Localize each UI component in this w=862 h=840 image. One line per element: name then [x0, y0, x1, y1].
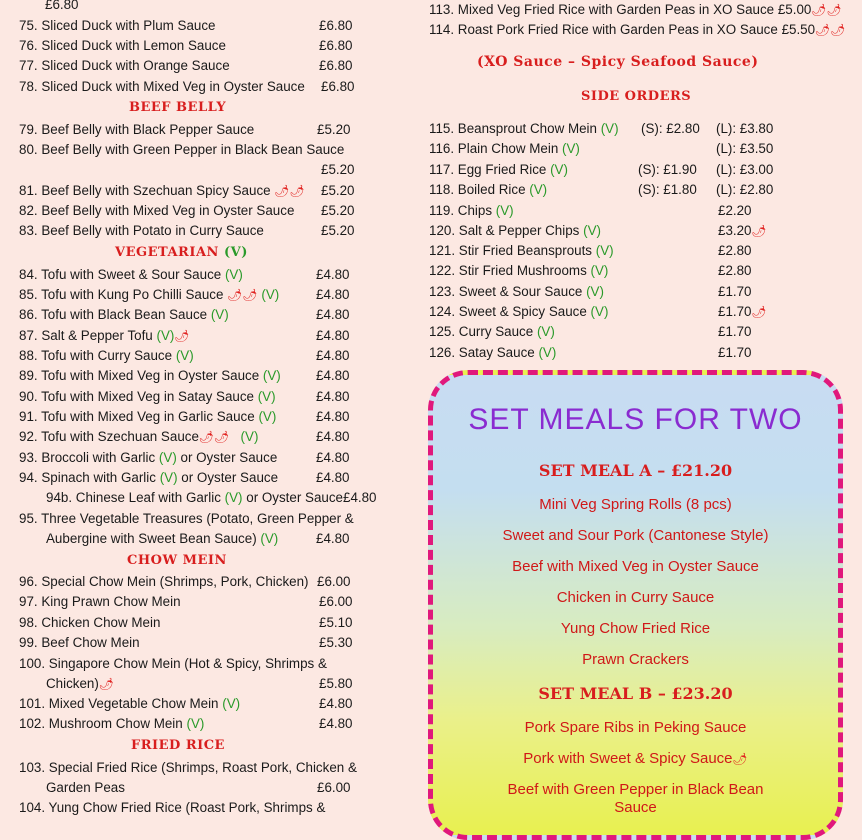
- price-123: £1.70: [718, 284, 752, 299]
- menu-item-89: 89. Tofu with Mixed Veg in Oyster Sauce (V): [19, 368, 281, 383]
- price-125: £1.70: [718, 324, 752, 339]
- price-117-l: (L): £3.00: [716, 162, 774, 177]
- menu-item-102: 102. Mushroom Chow Mein (V): [19, 716, 205, 731]
- chili-icon: 🌶: [751, 305, 767, 319]
- menu-item-103: 103. Special Fried Rice (Shrimps, Roast Pork, Chicken &: [19, 760, 357, 775]
- menu-item-94b: 94b. Chinese Leaf with Garlic (V) or Oyster Sauce£4.80: [46, 490, 377, 505]
- price-101: £4.80: [319, 696, 353, 711]
- price-77: £6.80: [319, 58, 353, 73]
- menu-item-115: 115. Beansprout Chow Mein (V): [429, 121, 619, 136]
- price-124: £1.70🌶: [718, 304, 767, 319]
- set-meal-b-heading: SET MEAL B – £23.20: [538, 684, 733, 703]
- price-87: £4.80: [316, 328, 350, 343]
- set-meals-box: [428, 370, 843, 840]
- price-86: £4.80: [316, 307, 350, 322]
- chili-icon: 🌶: [811, 3, 827, 17]
- chili-icon: 🌶: [830, 23, 846, 37]
- menu-item-97: 97. King Prawn Chow Mein: [19, 594, 181, 609]
- menu-item-80: 80. Beef Belly with Green Pepper in Black Bean Sauce: [19, 142, 345, 157]
- price-88: £4.80: [316, 348, 350, 363]
- menu-item-95: 95. Three Vegetable Treasures (Potato, Green Pepper &: [19, 511, 354, 526]
- price-115-l: (L): £3.80: [716, 121, 774, 136]
- menu-item-85: 85. Tofu with Kung Po Chilli Sauce 🌶🌶 (V): [19, 287, 280, 302]
- chili-icon: 🌶: [732, 752, 748, 766]
- chili-icon: 🌶: [98, 677, 115, 691]
- price-102: £4.80: [319, 716, 353, 731]
- menu-item-101: 101. Mixed Vegetable Chow Mein (V): [19, 696, 241, 711]
- menu-item-94: 94. Spinach with Garlic (V) or Oyster Sauce: [19, 470, 279, 485]
- price-89: £4.80: [316, 368, 350, 383]
- menu-item-116: 116. Plain Chow Mein (V): [429, 141, 580, 156]
- price-92: £4.80: [316, 429, 350, 444]
- heading-beef-belly: BEEF BELLY: [129, 100, 227, 115]
- heading-side-orders: SIDE ORDERS: [581, 89, 692, 104]
- menu-item-125: 125. Curry Sauce (V): [429, 324, 555, 339]
- price-80: £5.20: [321, 162, 355, 177]
- price-115-s: (S): £2.80: [641, 121, 700, 136]
- price-98: £5.10: [319, 615, 353, 630]
- heading-chow-mein: CHOW MEIN: [127, 553, 227, 568]
- menu-item-114: 114. Roast Pork Fried Rice with Garden Peas in XO Sauce £5.50🌶🌶: [429, 22, 846, 37]
- menu-item-123: 123. Sweet & Sour Sauce (V): [429, 284, 604, 299]
- menu-item-100-cont: Chicken)🌶: [46, 676, 115, 691]
- menu-item-96: 96. Special Chow Mein (Shrimps, Pork, Chicken): [19, 574, 309, 589]
- price-118-l: (L): £2.80: [716, 182, 774, 197]
- price-85: £4.80: [316, 287, 350, 302]
- menu-item-118: 118. Boiled Rice (V): [429, 182, 548, 197]
- chili-icon: 🌶: [198, 430, 215, 444]
- price-94: £4.80: [316, 470, 350, 485]
- menu-item-83: 83. Beef Belly with Potato in Curry Sauce: [19, 223, 264, 238]
- price-81: £5.20: [321, 183, 355, 198]
- chili-icon: 🌶: [815, 23, 831, 37]
- price-78: £6.80: [321, 79, 355, 94]
- set-meal-a-item: Sweet and Sour Pork (Cantonese Style): [502, 527, 769, 544]
- set-meal-a-heading: SET MEAL A – £21.20: [538, 461, 733, 480]
- menu-item-87: 87. Salt & Pepper Tofu (V)🌶: [19, 328, 190, 343]
- chili-icon: 🌶: [242, 288, 258, 302]
- menu-item-86: 86. Tofu with Black Bean Sauce (V): [19, 307, 229, 322]
- set-meal-b-item: Beef with Green Pepper in Black Bean: [507, 781, 764, 798]
- set-meals-title: SET MEALS FOR TWO: [468, 403, 803, 436]
- menu-item-100: 100. Singapore Chow Mein (Hot & Spicy, Shrimps &: [19, 656, 327, 671]
- menu-item-77: 77. Sliced Duck with Orange Sauce: [19, 58, 230, 73]
- menu-item-84: 84. Tofu with Sweet & Sour Sauce (V): [19, 267, 243, 282]
- menu-item-90: 90. Tofu with Mixed Veg in Satay Sauce (V): [19, 389, 276, 404]
- menu-item-98: 98. Chicken Chow Mein: [19, 615, 161, 630]
- price-83: £5.20: [321, 223, 355, 238]
- price-126: £1.70: [718, 345, 752, 360]
- price-103: £6.00: [317, 780, 351, 795]
- set-meal-a-item: Chicken in Curry Sauce: [556, 589, 715, 606]
- heading-fried-rice: FRIED RICE: [131, 738, 225, 753]
- menu-item-117: 117. Egg Fried Rice (V): [429, 162, 568, 177]
- top-price: £6.80: [45, 0, 79, 12]
- set-meal-a-item: Yung Chow Fried Rice: [560, 620, 711, 637]
- price-96: £6.00: [317, 574, 351, 589]
- price-100: £5.80: [319, 676, 353, 691]
- set-meal-b-item: Pork Spare Ribs in Peking Sauce: [524, 719, 747, 736]
- price-116-l: (L): £3.50: [716, 141, 774, 156]
- menu-item-103-cont: Garden Peas: [46, 780, 125, 795]
- menu-item-78: 78. Sliced Duck with Mixed Veg in Oyster Sauce: [19, 79, 305, 94]
- chili-icon: 🌶: [174, 329, 190, 343]
- chili-icon: 🌶: [289, 184, 305, 198]
- xo-note: (XO Sauce – Spicy Seafood Sauce): [477, 54, 759, 70]
- price-95: £4.80: [316, 531, 350, 546]
- price-91: £4.80: [316, 409, 350, 424]
- menu-item-82: 82. Beef Belly with Mixed Veg in Oyster Sauce: [19, 203, 295, 218]
- chili-icon: 🌶: [214, 430, 230, 444]
- price-120: £3.20🌶: [718, 223, 767, 238]
- price-82: £5.20: [321, 203, 355, 218]
- price-99: £5.30: [319, 635, 353, 650]
- price-117-s: (S): £1.90: [638, 162, 697, 177]
- price-93: £4.80: [316, 450, 350, 465]
- menu-item-81: 81. Beef Belly with Szechuan Spicy Sauce 🌶🌶: [19, 183, 305, 198]
- menu-item-88: 88. Tofu with Curry Sauce (V): [19, 348, 194, 363]
- menu-item-91: 91. Tofu with Mixed Veg in Garlic Sauce (V): [19, 409, 277, 424]
- set-meal-b-item: Pork with Sweet & Spicy Sauce🌶: [523, 750, 748, 767]
- chili-icon: 🌶: [751, 224, 767, 238]
- menu-item-126: 126. Satay Sauce (V): [429, 345, 557, 360]
- chili-icon: 🌶: [274, 184, 290, 198]
- set-meal-a-item: Beef with Mixed Veg in Oyster Sauce: [512, 558, 759, 575]
- chili-icon: 🌶: [826, 3, 842, 17]
- price-75: £6.80: [319, 18, 353, 33]
- set-meal-a-item: Mini Veg Spring Rolls (8 pcs): [539, 496, 732, 513]
- menu-item-92: 92. Tofu with Szechuan Sauce🌶🌶 (V): [19, 429, 259, 444]
- heading-vegetarian: VEGETARIAN (V): [115, 245, 248, 260]
- price-79: £5.20: [317, 122, 351, 137]
- price-122: £2.80: [718, 263, 752, 278]
- chili-icon: 🌶: [227, 288, 243, 302]
- price-119: £2.20: [718, 203, 752, 218]
- set-meal-a-item: Prawn Crackers: [582, 651, 689, 668]
- menu-item-122: 122. Stir Fried Mushrooms (V): [429, 263, 609, 278]
- menu-item-119: 119. Chips (V): [429, 203, 514, 218]
- menu-item-93: 93. Broccoli with Garlic (V) or Oyster Sauce: [19, 450, 278, 465]
- menu-item-79: 79. Beef Belly with Black Pepper Sauce: [19, 122, 255, 137]
- menu-item-113: 113. Mixed Veg Fried Rice with Garden Peas in XO Sauce £5.00🌶🌶: [429, 2, 842, 17]
- menu-item-99: 99. Beef Chow Mein: [19, 635, 140, 650]
- set-meal-b-item: Sauce: [614, 799, 657, 816]
- menu-item-76: 76. Sliced Duck with Lemon Sauce: [19, 38, 226, 53]
- price-84: £4.80: [316, 267, 350, 282]
- price-121: £2.80: [718, 243, 752, 258]
- price-118-s: (S): £1.80: [638, 182, 697, 197]
- menu-item-121: 121. Stir Fried Beansprouts (V): [429, 243, 614, 258]
- menu-item-104: 104. Yung Chow Fried Rice (Roast Pork, Shrimps &: [19, 800, 326, 815]
- price-97: £6.00: [319, 594, 353, 609]
- menu-item-120: 120. Salt & Pepper Chips (V): [429, 223, 601, 238]
- price-90: £4.80: [316, 389, 350, 404]
- menu-item-95-cont: Aubergine with Sweet Bean Sauce) (V): [46, 531, 279, 546]
- menu-item-75: 75. Sliced Duck with Plum Sauce: [19, 18, 216, 33]
- price-76: £6.80: [319, 38, 353, 53]
- menu-item-124: 124. Sweet & Spicy Sauce (V): [429, 304, 609, 319]
